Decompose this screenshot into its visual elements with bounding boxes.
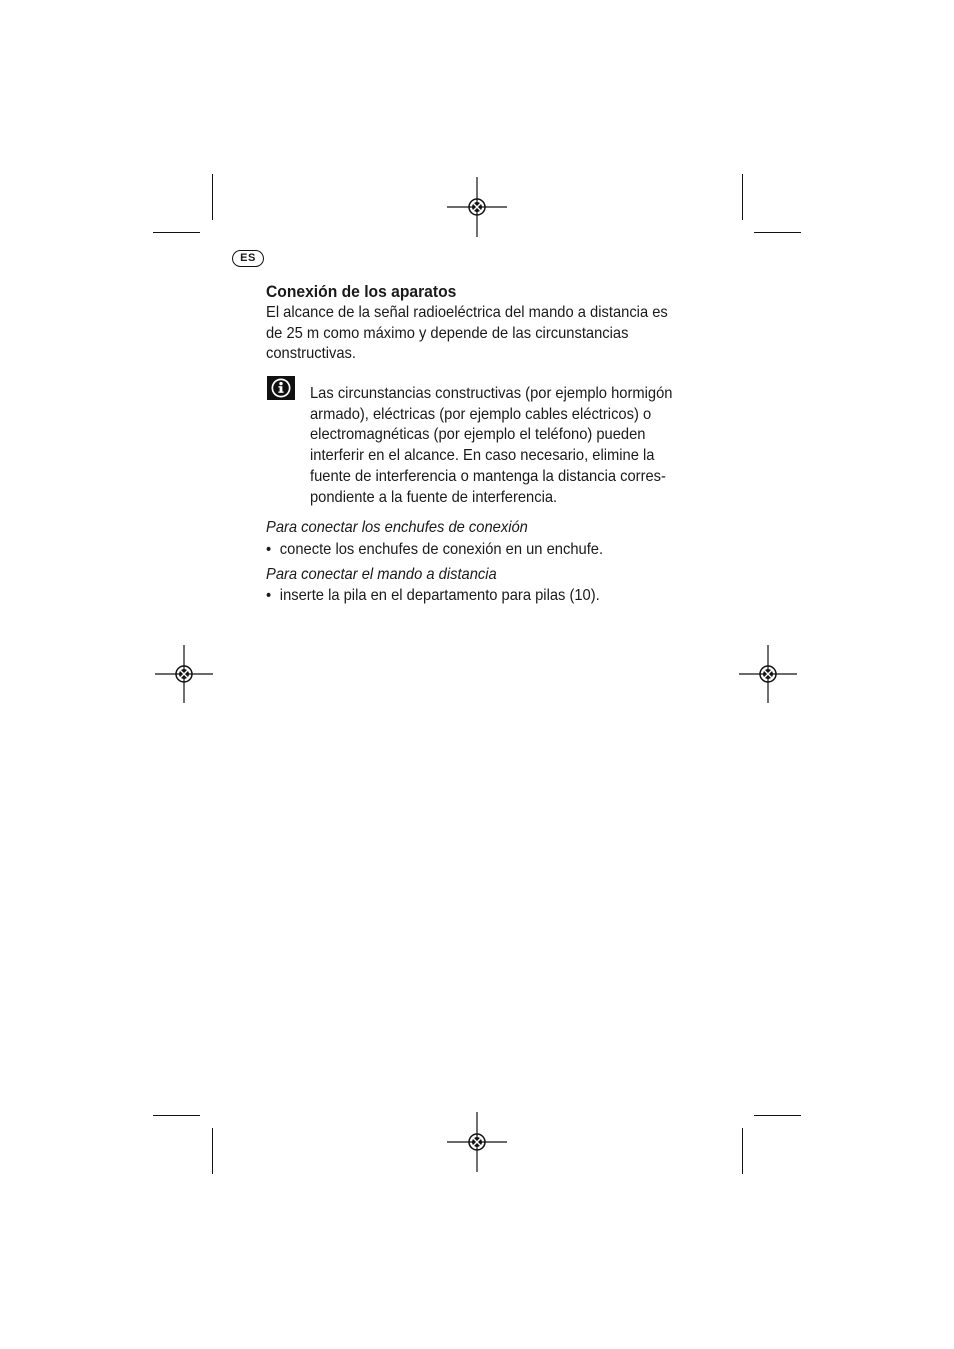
intro-line: de 25 m como máximo y depende de las circunstancias [266,324,629,342]
crop-mark-bottom-right-horizontal [754,1115,801,1116]
section-heading: Conexión de los aparatos [266,282,457,301]
intro-line: constructivas. [266,345,356,363]
crop-mark-bottom-left-horizontal [153,1115,200,1116]
step-subheading: Para conectar los enchufes de conexión [266,519,528,536]
intro-paragraph [266,303,671,365]
note-line: Las circunstancias constructivas (por ejemplo hormigón [310,385,673,402]
step-subheading: Para conectar el mando a distancia [266,566,497,583]
language-badge: ES [232,250,264,267]
step-bullet [266,541,603,559]
note-line: fuente de interferencia o mantenga la distancia corres- [310,467,666,485]
crop-mark-bottom-right-vertical [742,1128,743,1174]
registration-mark-left-icon [155,645,213,703]
registration-mark-right-icon [739,645,797,703]
step-bullet [266,587,600,605]
bullet-text: conecte los enchufes de conexión en un enchufe. [279,541,604,558]
crop-mark-top-left-vertical [212,174,213,220]
crop-mark-top-right-vertical [742,174,743,220]
intro-line: El alcance de la señal radioeléctrica del mando a distancia es [266,304,668,321]
registration-mark-top-icon [447,177,507,237]
note-line: interferir en el alcance. En caso necesario, elimine la [310,447,655,465]
note-text [310,384,715,508]
info-icon [267,376,295,400]
bullet-text: inserte la pila en el departamento para pilas (10). [279,587,600,604]
crop-mark-top-right-horizontal [754,232,801,233]
note-line: pondiente a la fuente de interferencia. [310,488,558,506]
bullet-dot-icon: • [266,541,272,558]
bullet-dot-icon: • [266,587,272,604]
note-line: electromagnéticas (por ejemplo el teléfono) pueden [310,426,646,444]
note-line: armado), eléctricas (por ejemplo cables eléctricos) o [310,405,652,423]
crop-mark-bottom-left-vertical [212,1128,213,1174]
crop-mark-top-left-horizontal [153,232,200,233]
registration-mark-bottom-icon [447,1112,507,1172]
